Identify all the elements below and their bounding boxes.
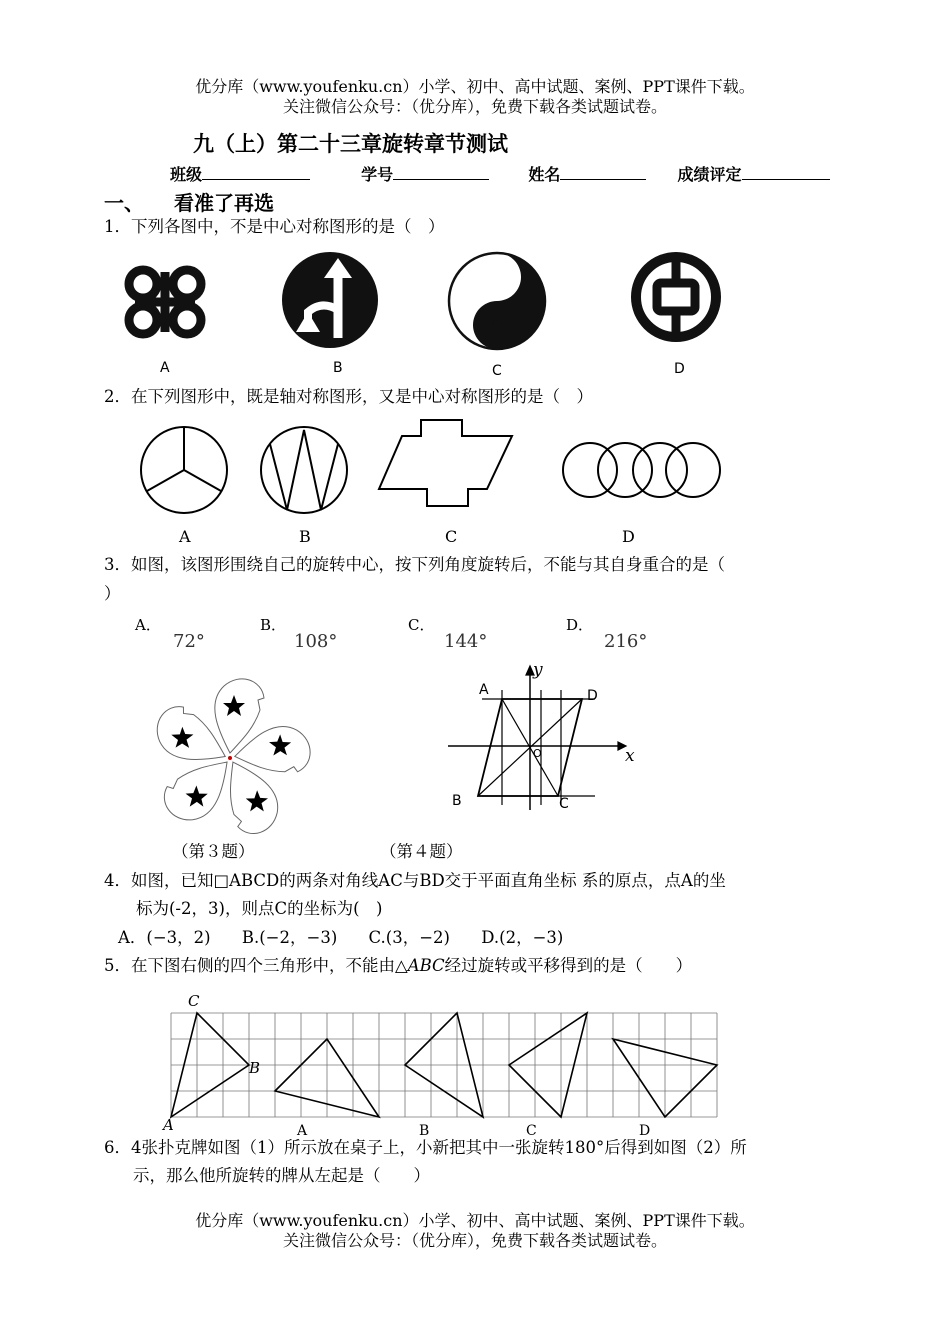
figure-cross-parallelogram [379, 420, 512, 506]
grade-blank [742, 165, 830, 180]
question-4-stem-line-2: 标为(-2，3)，则点C的坐标为( ) [136, 899, 383, 918]
figure-bank-logo [636, 255, 716, 339]
q3-option-b: B． 108° [260, 616, 338, 652]
question-5-grid-figure [160, 990, 720, 1140]
q4-point-c: C [559, 796, 569, 812]
q4-point-b: B [452, 793, 462, 809]
q2-label-b: B [299, 527, 311, 546]
q4-option-b: B.(−2，−3) [241, 928, 338, 947]
name-blank [560, 165, 646, 180]
question-2-figures [135, 418, 735, 548]
q3-option-d: D． 216° [566, 616, 648, 652]
question-2-stem: 2．在下列图形中，既是轴对称图形，又是中心对称图形的是（ ） [104, 387, 593, 406]
figure-knot-symbol [129, 270, 201, 334]
question-4-coordinate-figure [440, 660, 640, 815]
question-3-pinwheel-figure [150, 678, 320, 838]
q1-label-c: C [492, 363, 502, 379]
q4-origin: O [533, 747, 542, 760]
question-4-stem-line-1: 4．如图，已知□ABCD的两条对角线AC与BD交于平面直角坐标 系的原点，点A的坐 [104, 871, 726, 890]
q5-label-b: B [419, 1123, 430, 1139]
figure-circle-w [261, 427, 347, 513]
footer-line-2: 关注微信公众号：（优分库），免费下载各类试题试卷。 [282, 1231, 667, 1250]
q4-option-c: C.(3，−2) [368, 928, 450, 947]
q1-label-a: A [160, 360, 170, 376]
question-5-stem: 5．在下图右侧的四个三角形中，不能由△ABC经过旋转或平移得到的是（ ） [104, 956, 693, 975]
q3-option-c: C． 144° [408, 616, 488, 652]
q5-vertex-c: C [188, 992, 200, 1010]
q1-label-b: B [333, 360, 343, 376]
q4-option-a: A．(−3，2) [118, 928, 211, 947]
question-6-stem-line-2: 示，那么他所旋转的牌从左起是（ ） [133, 1166, 430, 1185]
header-line-2: 关注微信公众号：（优分库），免费下载各类试题试卷。 [282, 97, 667, 116]
footer-line-1: 优分库（www.youfenku.cn）小学、初中、高中试题、案例、PPT课件下载。 [195, 1211, 755, 1230]
figure-road-sign [282, 252, 378, 348]
q4-axis-y: y [533, 660, 543, 680]
q4-axis-x: x [625, 746, 635, 766]
number-blank [393, 165, 489, 180]
question-4-options [118, 927, 698, 949]
question-1-stem: 1．下列各图中，不是中心对称图形的是（ ） [104, 217, 445, 236]
question-3-stem-line-2: ） [104, 584, 121, 603]
header-line-1: 优分库（www.youfenku.cn）小学、初中、高中试题、案例、PPT课件下载。 [195, 77, 755, 96]
page-title: 九（上）第二十三章旋转章节测试 [193, 132, 508, 156]
grade-label: 成绩评定 [677, 165, 742, 184]
question-3-caption: （第３题） [172, 842, 255, 861]
q5-vertex-a: A [163, 1116, 174, 1134]
question-1-figures [100, 245, 740, 385]
q4-point-a: A [479, 682, 489, 698]
q4-option-d: D.(2，−3) [481, 928, 564, 947]
number-label: 学号 [361, 165, 394, 184]
q3-option-a: A． 72° [135, 616, 205, 652]
q5-label-d: D [639, 1123, 651, 1139]
question-6-stem-line-1: 6．4张扑克牌如图（1）所示放在桌子上，小新把其中一张旋转180°后得到如图（2）所 [104, 1138, 747, 1157]
q2-label-c: C [445, 527, 458, 546]
figure-yin-yang [449, 253, 545, 349]
section-number: 一、 [104, 191, 144, 215]
q4-point-d: D [587, 688, 598, 704]
question-4-caption: （第４题） [380, 842, 463, 861]
figure-four-circles [563, 443, 720, 497]
q5-vertex-b: B [249, 1059, 261, 1077]
section-heading [104, 187, 274, 216]
class-label: 班级 [170, 165, 203, 184]
student-info-row [170, 162, 830, 185]
name-label: 姓名 [528, 165, 561, 184]
section-title: 看准了再选 [174, 191, 274, 215]
q5-label-a: A [297, 1123, 308, 1139]
q1-label-d: D [674, 361, 685, 377]
q5-label-c: C [526, 1123, 537, 1139]
class-blank [202, 165, 310, 180]
question-3-stem-line-1: 3．如图，该图形围绕自己的旋转中心，按下列角度旋转后，不能与其自身重合的是（ [104, 555, 725, 574]
figure-circle-three-radii [141, 427, 227, 513]
q2-label-d: D [622, 527, 635, 546]
q2-label-a: A [179, 527, 191, 546]
